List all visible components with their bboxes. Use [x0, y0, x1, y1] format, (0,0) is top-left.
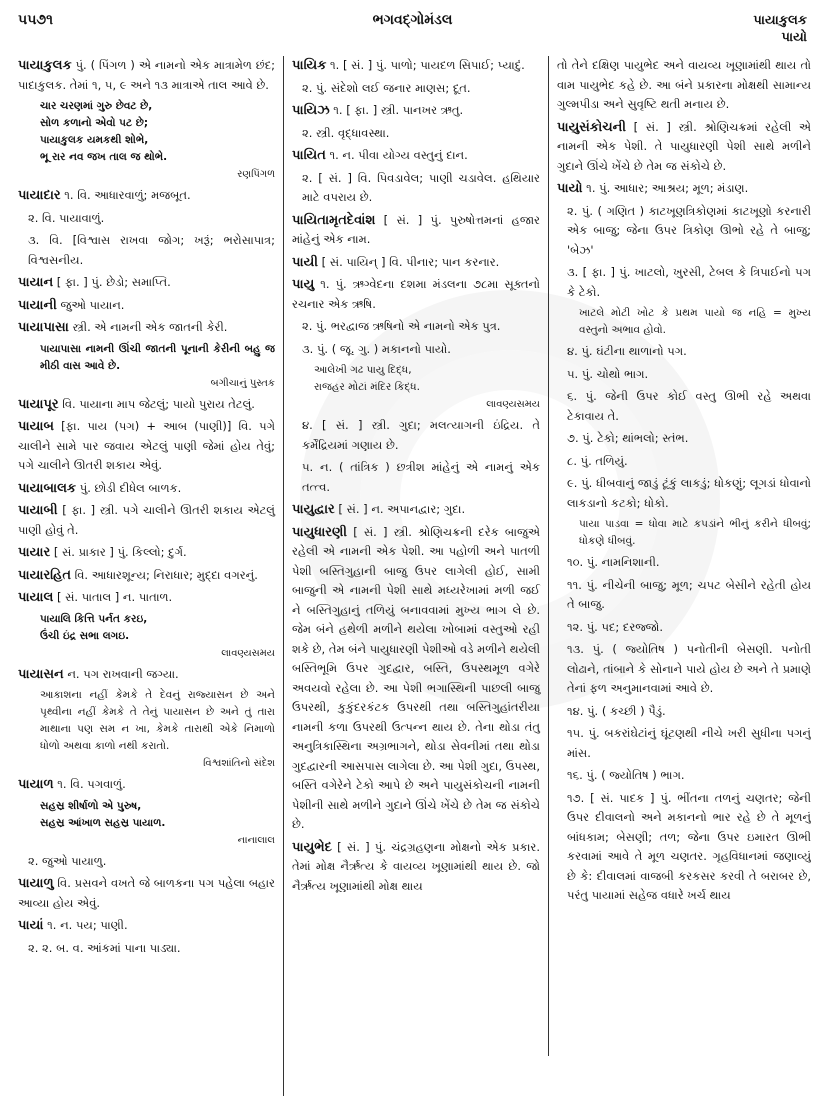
- dictionary-entry: [18, 665, 275, 685]
- definition-text: [ સં. ] પું. ચંદ્રગ્રહણના મોક્ષનો એક પ્રકાર. તેમાં મોક્ષ નૈર્ઋત્ય કે વાયવ્ય ખૂણામાંથી થાય છે. જો નૈર્ઋત્ય ખૂણામાંથી મોક્ષ થાય: [292, 839, 540, 893]
- citation-quote: [18, 798, 275, 849]
- citation-quote: [292, 362, 540, 413]
- sub-sense: ૧૬. પું. ( જ્યોતિષ ) ભાગ.: [567, 768, 685, 782]
- sub-sense: ૯. પું. ધીબવાનું જાડું ટૂંકું લાકડું; ધોકણું; લૂગડાં ધોવાનો લાકડાનો કટકો; ધોકો.: [567, 476, 811, 510]
- dictionary-entry: [292, 275, 540, 314]
- quote-line: રાજહર મોટાં મંદિર કિદ્ધ.: [314, 381, 420, 393]
- quote-line: આકાશના નહીં કેમકે તે દેવનું રાજ્યાસન છે અને પૃથ્વીના નહીં કેમકે તે તેનું પાયાસન છે અને તું તારા માથાના પણ સમ ન ખા, કેમકે તારાથી એકે નિમાળો ધોળો અથવા કાળો નથી કરાતો.: [40, 689, 275, 752]
- headword: પાયાપાસા: [18, 320, 69, 335]
- citation-source: વિશ્વશાંતિનો સંદેશ: [203, 758, 275, 769]
- sub-sense: ૧૩. પું. ( જ્યોતિષ ) પનોતીની બેસણી. પનોતી લોઢાને, તાંબાને કે સોનાને પાયે હોય છે અને તે પ્રમાણે તેનાં ફળ અનુમાનવામાં આવે છે.: [567, 642, 811, 695]
- quote-line: ખાટલે મોટી ખોટ કે પ્રથમ પાયો જ નહિ = મુખ્ય વસ્તુનો અભાવ હોવો.: [579, 307, 811, 336]
- dictionary-entry: [18, 296, 275, 316]
- sub-sense: ૧૧. પું. નીચેની બાજુ; મૂળ; ચપટ બેસીને રહેતી હોય તે બાજુ.: [567, 577, 811, 611]
- headword: પાયાદાર: [18, 188, 61, 203]
- citation-source: નાનાલાલ: [237, 834, 275, 846]
- headword: પાયાની: [18, 297, 57, 313]
- definition-text: સ્ત્રી. એ નામની એક જાતની કેરી.: [68, 320, 228, 334]
- dictionary-entry: [292, 211, 540, 250]
- dictionary-entry: [18, 479, 275, 499]
- sub-sense: ૫. ન. ( તાંત્રિક ) છત્રીશ માંહેનું એ નામનું એક તત્ત્વ.: [302, 460, 540, 494]
- definition-text: [ફા. પાય (પગ) + આબ (પાણી)] વિ. પગે ચાલીને સામે પાર જવાય એટલું પાણી જેમાં હોય તેવું; પગે ચાલીને ઊતરી શકાય એવું.: [18, 419, 275, 472]
- sub-sense: ૧૦. પું. નામનિશાની.: [567, 555, 660, 569]
- dictionary-entry: [18, 395, 275, 415]
- sub-sense: ૨. પું. ( ગણિત ) કાટખૂણત્રિકોણમાં કાટખૂણો કરનારી એક બાજુ; જેના ઉપર ત્રિકોણ ઊભો રહે તે બાજુ; 'બેઝ': [567, 203, 811, 257]
- headword: પાયાબાલક: [18, 480, 77, 496]
- headword: પાયાપૂર: [18, 396, 59, 412]
- sub-sense: ૩. વિ. [વિશ્વાસ રાખવા જોગ; ખરૂં; ભરોસાપાત્ર; વિશ્વસનીય.: [28, 233, 275, 267]
- quote-line: સહસ્ર આંખાળ સહસ્ર પાયાળ.: [40, 816, 166, 829]
- definition-text: [ સં. ] સ્ત્રી. શ્રોણિચક્રની દરેક બાજુએ રહેલી એ નામની એક પેશી. આ પહોળી અને પાતળી પેશી બસ્તિગુહાની બાજુ ઉપર લાગેલી હોઈ, સામી બાજુની એ નામની પેશી સાથે મધ્યરેખામાં મળી જઈ ને બસ્તિગુહાનું તળિયું બનાવવામાં મુખ્ય ભાગ લે છે. જેમ બંને હથેળી મળીને થયેલા ખોબામાં વસ્તુઓ રહી શકે છે, તેમ બંને પાયુધારણી પેશીઓ વડે મળીને થયેલી બસ્તિભૂમિ ઉપર ગુદદ્વાર, બસ્તિ, ઉપસ્થમૂળ વગેરે અવયવો રહેલા છે. આ પેશી ભગાસ્થિની પાછલી બાજુ ઉપરથી, કુકુંદરકંટક ઉપરથી તથા બસ્તિગુહાંતરીયા નામની કળા ઉપરથી ઉત્પન્ન થાય છે. તેના થોડા તંતુ અનુત્રિકાસ્થિના અગ્રભાગને, થોડા સેવનીમાં તથા થોડા ગુદદ્વારની આસપાસ લાગેલા છે. આ પેશી ગુદા, ઉપસ્થ, બસ્તિ વગેરેને ટેકો આપે છે અને પાયુસંકોચની નામની પેશીની સાથે મળીને ગુદાને ઊંચે ખેંચે છે તેમ જ સંકોચે છે.: [292, 524, 540, 831]
- quote-line: પાયાલિ કિત્તિ પર્નત કરઇ,: [40, 612, 148, 625]
- dictionary-entry: [292, 146, 540, 166]
- page-number: ૫૫૭૧: [18, 12, 53, 28]
- citation-quote: [18, 687, 275, 772]
- definition-text: ૧. પું. આધાર; આશ્રય; મૂળ; મંડાણ.: [582, 181, 749, 195]
- column-2: [284, 56, 549, 1056]
- headword: પાયુ: [292, 277, 315, 292]
- headword: પાયુદ્વાર: [292, 502, 335, 517]
- quote-line: સહસ્ર શીર્ષાળો એ પુરુષ,: [40, 799, 142, 812]
- dictionary-entry: [18, 566, 275, 586]
- sub-sense: ૫. પું. ચોથો ભાગ.: [567, 366, 649, 381]
- quote-line: સોળ કળાનો એવો પટ છે;: [40, 117, 149, 129]
- dictionary-entry: [18, 56, 275, 95]
- headword: પાયારહિત: [18, 567, 71, 583]
- headword: પાયાસન: [18, 666, 64, 682]
- dictionary-entry: [18, 916, 275, 936]
- headword: પાયિક: [292, 58, 327, 73]
- citation-source: રણપિંગળ: [237, 169, 275, 180]
- definition-text: [ ફા. ] પું. છેડો; સમાપ્તિ.: [53, 275, 171, 289]
- sub-sense: ૧૨. પું. પદ; દરજ્જો.: [567, 619, 664, 634]
- headword: પાયાળ: [18, 777, 54, 792]
- definition-text: [ સં. પ્રાકાર ] પું. કિલ્લો; દુર્ગ.: [50, 545, 187, 559]
- definition-text: [ સં. પાતાલ ] ન. પાતાળ.: [53, 590, 173, 604]
- definition-text: પું. ( પિંગળ ) એ નામનો એક માત્રામેળ છંદ; પાદાકુલક. તેમાં ૧, ૫, ૯ અને ૧૩ માત્રાએ તાલ આવે છે.: [18, 58, 275, 92]
- sub-sense: ૨. [ સં. ] વિ. પિવડાવેલ; પાણી ચડાવેલ. હથિયાર માટે વપરાય છે.: [302, 170, 540, 204]
- headword: પાયાબ: [18, 419, 54, 434]
- dictionary-columns: [18, 56, 811, 1096]
- dictionary-entry: [292, 500, 540, 520]
- citation-source: લાવણ્યસમય: [221, 647, 275, 659]
- sub-sense: ૨. જુઓ પાયાળુ.: [28, 853, 107, 868]
- sub-sense: ૮. પું. તળિયું.: [567, 453, 628, 468]
- definition-text: જુઓ પાયાન.: [56, 297, 125, 312]
- citation-quote: [18, 341, 275, 392]
- citation-source: બગીચાનું પુસ્તક: [210, 377, 275, 389]
- citation-quote: [557, 305, 811, 339]
- dictionary-entry: [18, 273, 275, 293]
- dictionary-entry: [18, 417, 275, 476]
- headword: પાયિતામૃતદેવાંશ: [292, 212, 376, 228]
- citation-source: લાવણ્યસમય: [486, 399, 540, 410]
- headword: પાયુભેદ: [292, 839, 332, 855]
- dictionary-entry: [557, 118, 811, 177]
- sub-sense: ૪. [ સં. ] સ્ત્રી. ગુદા; મલત્યાગની ઇંદ્રિય. તે કર્મેંદ્રિયમાં ગણાય છે.: [302, 418, 540, 452]
- headword: પાયુધારણી: [292, 524, 348, 540]
- sub-sense: ૨. ૨. બ. વ. આંકમાં પાના પાડ્યા.: [28, 940, 181, 955]
- headword: પાયાન: [18, 275, 54, 290]
- definition-text: ૧. [ સં. ] પું. પાળો; પાયદળ સિપાઈ; પ્યાદું.: [326, 58, 525, 72]
- sub-sense: ૧૭. [ સં. પાદક ] પું. ભીંતના તળનું ચણતર; જેની ઉપર દીવાલનો અને મકાનનો ભાર રહે છે તે મૂળનું બાંધકામ; બેસણી; તળ; જેના ઉપર ઇમારત ઊભી કરવામાં આવે તે મૂળ ચણતર. ગૃહવિધાનમાં જણાવ્યું છે કે: દીવાલમાં વાજબી કરકસર કરવી તે બરાબર છે, પરંતુ પાયામાં સહેજ વધારે ખર્ચ થાય: [567, 790, 811, 902]
- definition-text: વિ. પ્રસવને વખતે જે બાળકના પગ પહેલા બહાર આવ્યા હોય એવું.: [18, 876, 275, 910]
- headword: પાયાલ: [18, 590, 54, 605]
- column-3: [549, 56, 811, 1096]
- definition-text: ન. પગ રાખવાની જગ્યા.: [63, 666, 179, 681]
- headword: પાયી: [292, 254, 318, 270]
- quote-line: ભૂ રાર નવ જખ તાલ જ થોભે.: [40, 151, 168, 163]
- sub-sense: ૭. પું. ટેકો; થાંભલો; સ્તંભ.: [567, 431, 689, 445]
- dictionary-entry: [292, 101, 540, 121]
- definition-text: ૧. ન. પીવા યોગ્ય વસ્તુનું દાન.: [325, 148, 468, 162]
- sub-sense: ૩. [ ફા. ] પું. ખાટલો, ખુરસી, ટેબલ કે ત્રિપાઈનો પગ કે ટેકો.: [567, 265, 811, 299]
- headword: પાયુસંકોચની: [557, 119, 627, 135]
- guide-words: [753, 12, 807, 46]
- dictionary-entry: [18, 543, 275, 563]
- dictionary-entry: [18, 874, 275, 913]
- headword: પાયાબી: [18, 503, 58, 518]
- column-1: [18, 56, 284, 1096]
- quote-line: પાયા પાડવા = ધોવા માટે કપડાંને ભીનું કરીને ધીબવું; ધોકણે ધીબવું.: [579, 518, 811, 547]
- quote-line: ચાર ચરણમાં ગુરુ છેવટ છે,: [40, 100, 153, 112]
- citation-quote: [557, 516, 811, 550]
- dictionary-entry: [18, 588, 275, 608]
- dictionary-entry: [18, 775, 275, 795]
- sub-sense: ૧૪. પું. ( કચ્છી ) પૈડું.: [567, 703, 666, 718]
- definition-text: પું. છોડી દીધેલ બાળક.: [76, 480, 182, 495]
- definition-text: ૧. ન. પય; પાણી.: [43, 918, 128, 932]
- book-title: ભગવદ્ગોમંડલ: [372, 12, 453, 28]
- headword: પાયાર: [18, 545, 51, 560]
- headword: પાયિઝ: [292, 103, 330, 118]
- sub-sense: ૧૫. પું. બકરાંઘેટાંનું ઘૂંટણથી નીચે ખરી સુધીના પગનું માંસ.: [567, 726, 811, 760]
- definition-text: વિ. આધારશૂન્ય; નિરાધાર; મુદ્દા વગરનું.: [70, 567, 258, 582]
- sub-sense: ૨. વિ. પાયાવાળું.: [28, 210, 105, 225]
- dictionary-entry: [18, 501, 275, 540]
- guide-word-first: પાયાકુલક: [753, 13, 807, 28]
- quote-line: પાયાપાસા નામની ઊંચી જાતની પૂનાની કેરીની બહુ જ મીઠી વાસ આવે છે.: [40, 342, 275, 372]
- continued-definition: તો તેને દક્ષિણ પાયુભેદ અને વાયવ્ય ખૂણામાંથી થાય તો વામ પાયુભેદ કહે છે. આ બંને પ્રકારના મોક્ષથી સામાન્ય ગુલ્મપીડા અને સુવૃષ્ટિ થતી મનાય છે.: [557, 58, 811, 111]
- dictionary-entry: [292, 838, 540, 897]
- quote-line: ઉંચી ઇંદ્ર સભા લગઇ.: [40, 629, 130, 642]
- guide-word-last: પાયો: [781, 30, 807, 45]
- dictionary-entry: [292, 523, 540, 835]
- sub-sense: ૨. પું. ભરદ્વાજ ઋષિનો એ નામનો એક પુત્ર.: [302, 319, 501, 333]
- sub-sense: ૩. પું. ( જૂ. ગુ. ) મકાનનો પાયો.: [302, 341, 451, 356]
- sub-sense: ૪. પું. ઘંટીના થાળાનો પગ.: [567, 344, 687, 358]
- dictionary-entry: [292, 56, 540, 76]
- sub-sense: ૬. પું. જેની ઉપર કોઈ વસ્તુ ઊભી રહે અથવા ટેકાવાય તે.: [567, 389, 811, 423]
- headword: પાયાકુલક: [18, 58, 72, 73]
- definition-text: ૧. વિ. આધારવાળું; મજબૂત.: [60, 188, 191, 202]
- headword: પાયાં: [18, 918, 44, 933]
- headword: પાયિત: [292, 148, 326, 163]
- headword: પાયો: [557, 181, 583, 196]
- definition-text: ૧. પું. ઋગ્વેદના દશમા મંડલના ૭૮મા સૂક્તનો રચનાર એક ઋષિ.: [292, 277, 540, 311]
- citation-quote: [18, 98, 275, 183]
- definition-text: [ સં. ] પું. પુરુષોત્તમનાં હજાર માંહેનું એક નામ.: [292, 212, 540, 246]
- sub-sense: ૨. પું. સંદેશો લઈ જનાર માણસ; દૂત.: [302, 80, 471, 95]
- definition-text: વિ. પાયાના માપ જેટલું; પાયો પુરાય તેટલું.: [58, 396, 255, 411]
- dictionary-entry: [292, 253, 540, 273]
- definition-text: [ સં. ] ન. અપાનદ્વાર; ગુદા.: [334, 502, 466, 516]
- dictionary-entry: [557, 179, 811, 199]
- dictionary-entry: [18, 318, 275, 338]
- definition-text: ૧. [ ફા. ] સ્ત્રી. પાનખર ઋતુ.: [329, 103, 464, 117]
- quote-line: આલેખી ગઢ પાયુ દિદ્ધ,: [314, 364, 412, 376]
- dictionary-entry: [18, 186, 275, 206]
- headword: પાયાળુ: [18, 876, 54, 891]
- page-header: [18, 8, 807, 48]
- sub-sense: ૨. સ્ત્રી. વૃદ્ધાવસ્થા.: [302, 125, 390, 140]
- definition-text: [ ફા. ] સ્ત્રી. પગે ચાલીને ઊતરી શકાય એટલું પાણી હોવું તે.: [18, 503, 275, 537]
- definition-text: [ સં. ] સ્ત્રી. શ્રોણિચક્રમાં રહેલી એ નામની એક પેશી. તે પાયુધારણી પેશી સાથે મળીને ગુદાને ઊંચે ખેંચે છે તેમ જ સંકોચે છે.: [557, 119, 811, 173]
- quote-line: પાયાકુલક યમકથી શોભે,: [40, 134, 149, 146]
- citation-quote: [18, 611, 275, 662]
- definition-text: [ સં. પાયિન્ ] વિ. પીનાર; પાન કરનાર.: [318, 254, 500, 269]
- definition-text: ૧. વિ. પગવાળું.: [53, 777, 126, 791]
